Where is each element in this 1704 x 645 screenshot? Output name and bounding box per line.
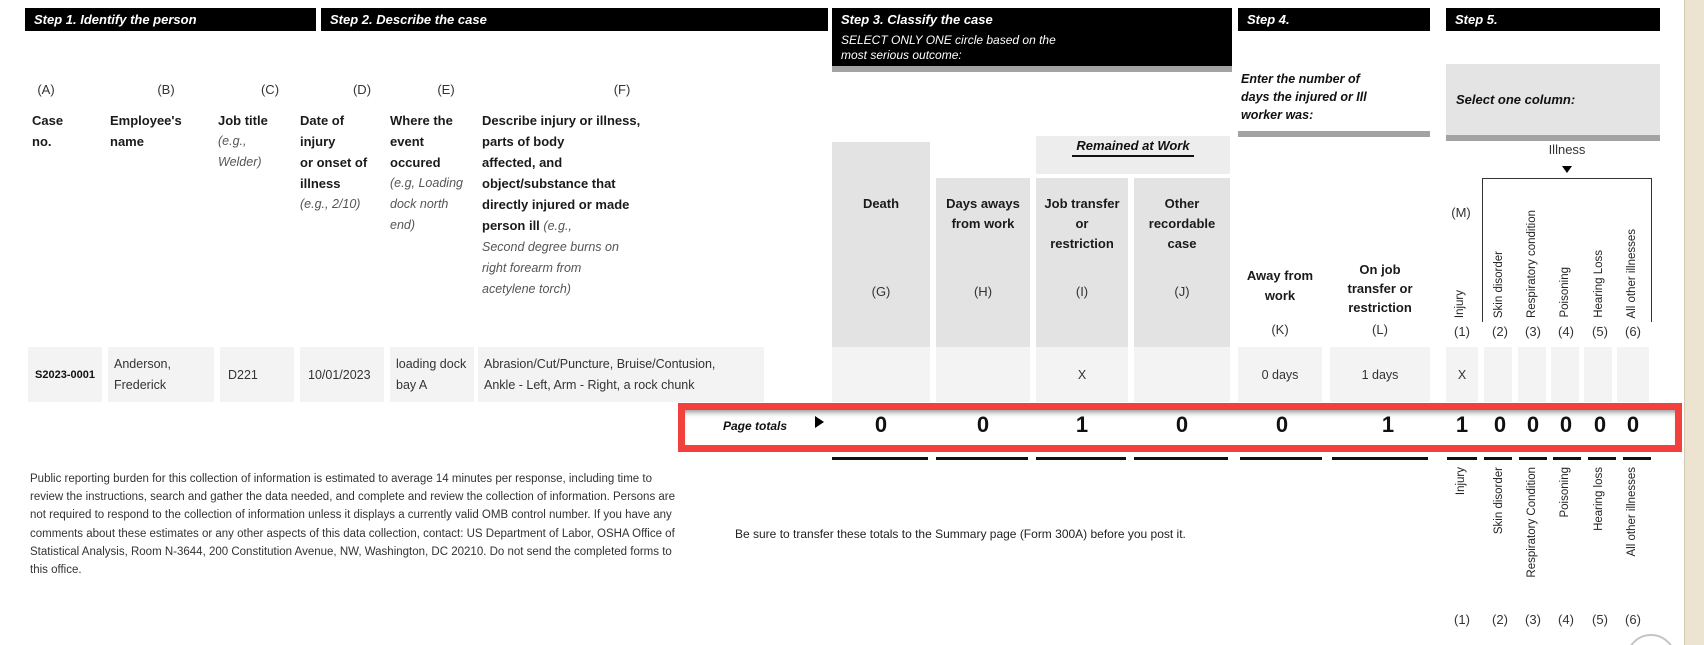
- col-d-title: Date of injury or onset of illness (e.g., 2/10): [300, 113, 368, 211]
- bottom-4-letter: (4): [1558, 612, 1574, 627]
- bottom-skin-rotated-label: Skin disorder: [1493, 467, 1505, 535]
- step4-note-line2: days the injured or Ill: [1241, 90, 1367, 104]
- col-a-title: Case no.: [32, 113, 64, 149]
- step5-header: [1446, 8, 1660, 31]
- page-totals-arrow-icon: [815, 416, 824, 428]
- bottom-allother-rotated-label: All other illnesses: [1626, 467, 1638, 557]
- col-h-letter: (H): [973, 284, 993, 299]
- step3-note-line2: most serious outcome:: [841, 48, 962, 62]
- step4-shadow-bar: [1238, 131, 1430, 137]
- bottom-hearing-rotated-label: Hearing loss: [1593, 467, 1605, 531]
- col-f-letter: (F): [613, 82, 631, 97]
- burden-statement: Public reporting burden for this collection of information is estimated to average 14 minutes per response, including time to review the instructions, search and gather the data needed, and complete and review the collection of information. Persons are not required to respond to the collection of information unless it displays a currently valid OMB control number. If you have any comments about these estimates or any other aspects of this data collection, contact: US Department of Labor, OSHA Office of Statistical Analysis, Room N-3644, 200 Constitution Avenue, NW, Washington, DC 20210. Do not send the completed forms to this office.: [30, 473, 676, 577]
- total-k: 0: [1275, 412, 1289, 437]
- total-2: 0: [1493, 412, 1507, 437]
- col-2-letter: (2): [1492, 324, 1508, 339]
- step3-shadow-bar: [832, 66, 1232, 72]
- col-g-shade: [832, 142, 930, 347]
- total-6-underline: [1623, 457, 1651, 460]
- row-where-cell[interactable]: loading dock bay A: [390, 347, 474, 402]
- step5-note-panel: [1446, 64, 1660, 135]
- col-l-header: On job transfer or restriction: [1347, 262, 1413, 315]
- bottom-6-letter: (6): [1625, 612, 1641, 627]
- total-4: 0: [1559, 412, 1573, 437]
- row-respiratory-cell[interactable]: [1518, 347, 1546, 402]
- row-hearing-cell[interactable]: [1584, 347, 1612, 402]
- col-f-title: Describe injury or illness, parts of body affected, and object/substance that directly injured or made person ill (e.g., Second degree burns on right forearm from acetylene torch): [482, 113, 641, 296]
- col-a-letter: (A): [37, 82, 55, 97]
- total-3: 0: [1526, 412, 1540, 437]
- total-i: 1: [1075, 412, 1089, 437]
- col-b-title: Employee's name: [110, 113, 182, 149]
- col-k-letter: (K): [1271, 322, 1289, 337]
- total-g: 0: [874, 412, 888, 437]
- col-poisoning-rotated-label: Poisoning: [1559, 267, 1571, 318]
- row-date-cell[interactable]: 10/01/2023: [300, 347, 384, 402]
- row-employee-name-cell[interactable]: Anderson, Frederick: [108, 347, 214, 402]
- transfer-note: Be sure to transfer these totals to the Summary page (Form 300A) before you post it.: [735, 527, 1186, 541]
- row-job-title-cell[interactable]: D221: [220, 347, 294, 402]
- total-2-underline: [1484, 457, 1512, 460]
- step4-header: [1238, 8, 1430, 31]
- col-k-header: Away from work: [1246, 268, 1314, 303]
- step5-note: Select one column:: [1456, 92, 1576, 107]
- total-4-underline: [1553, 457, 1581, 460]
- bottom-1-letter: (1): [1454, 612, 1470, 627]
- col-respiratory-rotated-label: Respiratory condition: [1526, 209, 1538, 318]
- total-1: 1: [1455, 412, 1469, 437]
- step4-note-line1: Enter the number of: [1241, 72, 1360, 86]
- bottom-2-letter: (2): [1492, 612, 1508, 627]
- total-3-underline: [1519, 457, 1547, 460]
- row-other-recordable-cell[interactable]: [1134, 347, 1230, 402]
- col-g-header: Death: [862, 196, 900, 211]
- step3-note-line1: SELECT ONLY ONE circle based on the: [841, 33, 1056, 47]
- col-c-letter: (C): [260, 82, 280, 97]
- col-injury-rotated-label: Injury: [1454, 289, 1466, 318]
- col-3-letter: (3): [1525, 324, 1541, 339]
- total-5: 0: [1593, 412, 1607, 437]
- col-i-header: Job transfer or restriction: [1044, 196, 1120, 251]
- col-4-letter: (4): [1558, 324, 1574, 339]
- col-e-letter: (E): [437, 82, 455, 97]
- total-1-underline: [1447, 457, 1477, 460]
- total-h: 0: [976, 412, 990, 437]
- col-j-letter: (J): [1174, 284, 1190, 299]
- bottom-injury-rotated-label: Injury: [1455, 467, 1467, 496]
- row-job-transfer-cell[interactable]: X: [1036, 347, 1128, 402]
- total-k-underline: [1240, 457, 1322, 460]
- row-allother-cell[interactable]: [1617, 347, 1649, 402]
- col-1-letter: (1): [1454, 324, 1470, 339]
- col-e-title: Where the event occured (e.g, Loading dock north end): [390, 113, 463, 232]
- bottom-5-letter: (5): [1592, 612, 1608, 627]
- row-death-cell[interactable]: [832, 347, 930, 402]
- col-m-letter: (M): [1451, 205, 1471, 220]
- page-edge-strip: [1684, 0, 1704, 645]
- row-skin-cell[interactable]: [1484, 347, 1512, 402]
- col-h-header: Days aways from work: [946, 196, 1020, 231]
- col-hearing-rotated-label: Hearing Loss: [1593, 250, 1605, 318]
- col-j-header: Other recordable case: [1148, 196, 1216, 251]
- page-totals-label: Page totals: [723, 419, 788, 433]
- col-allother-rotated-label: All other illnesses: [1626, 228, 1638, 318]
- step3-title: Step 3. Classify the case: [841, 12, 993, 27]
- total-g-underline: [832, 457, 928, 460]
- step2-header: [321, 8, 828, 31]
- total-l: 1: [1381, 412, 1395, 437]
- col-6-letter: (6): [1625, 324, 1641, 339]
- row-poisoning-cell[interactable]: [1551, 347, 1579, 402]
- row-describe-cell[interactable]: Abrasion/Cut/Puncture, Bruise/Contusion, Ankle - Left, Arm - Right, a rock chunk: [478, 347, 764, 402]
- bottom-respiratory-rotated-label: Respiratory Condition: [1526, 467, 1538, 578]
- remained-at-work-label: Remained at Work: [1072, 136, 1193, 157]
- total-i-underline: [1036, 457, 1126, 460]
- row-transfer-days-cell[interactable]: 1 days: [1330, 347, 1430, 402]
- step5-shadow-bar: [1446, 135, 1660, 141]
- step4-note-line3: worker was:: [1241, 108, 1314, 122]
- total-h-underline: [936, 457, 1028, 460]
- col-d-letter: (D): [352, 82, 372, 97]
- step3-header: [832, 8, 1232, 66]
- illness-arrow-icon: [1562, 166, 1572, 173]
- col-skin-rotated-label: Skin disorder: [1493, 250, 1505, 318]
- illness-label: Illness: [1548, 142, 1586, 157]
- row-away-days-cell[interactable]: 0 days: [1238, 347, 1322, 402]
- total-l-underline: [1332, 457, 1428, 460]
- floating-button-partial[interactable]: [1626, 634, 1676, 645]
- col-b-letter: (B): [157, 82, 175, 97]
- step2-title: Step 2. Describe the case: [330, 12, 487, 27]
- step4-title: Step 4.: [1247, 12, 1290, 27]
- col-i-letter: (I): [1075, 284, 1089, 299]
- remained-at-work-strip: [1036, 136, 1230, 174]
- total-j-underline: [1134, 457, 1228, 460]
- row-injury-cell[interactable]: X: [1446, 347, 1478, 402]
- step5-title: Step 5.: [1455, 12, 1498, 27]
- col-l-letter: (L): [1372, 322, 1388, 337]
- col-5-letter: (5): [1592, 324, 1608, 339]
- col-c-title: Job title (e.g., Welder): [218, 113, 268, 169]
- step1-header: [25, 8, 316, 31]
- bottom-poisoning-rotated-label: Poisoning: [1559, 467, 1571, 518]
- step4-note: [1241, 70, 1367, 124]
- total-6: 0: [1626, 412, 1640, 437]
- step1-title: Step 1. Identify the person: [34, 12, 197, 27]
- row-case-no-cell[interactable]: S2023-0001: [28, 347, 102, 402]
- row-days-away-cell[interactable]: [936, 347, 1030, 402]
- bottom-3-letter: (3): [1525, 612, 1541, 627]
- total-5-underline: [1588, 457, 1616, 460]
- col-g-letter: (G): [871, 284, 891, 299]
- total-j: 0: [1175, 412, 1189, 437]
